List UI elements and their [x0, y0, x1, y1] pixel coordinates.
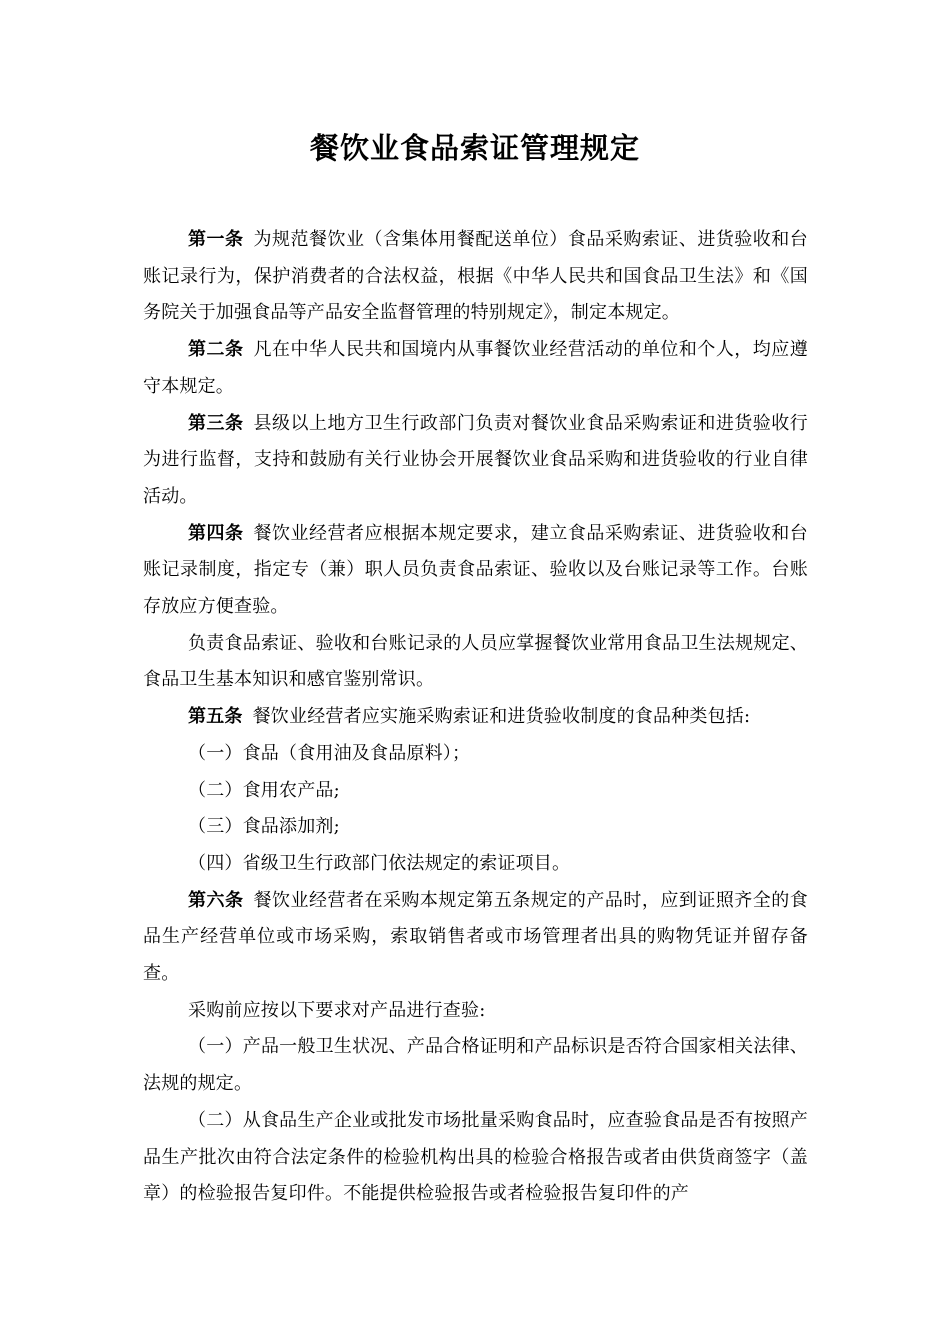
list-item [143, 773, 808, 810]
article-4 [143, 516, 808, 626]
article-6 [143, 883, 808, 993]
article-heading: 第六条 [188, 889, 244, 911]
article-heading: 第二条 [188, 339, 244, 361]
article-3 [143, 406, 808, 516]
list-item [143, 809, 808, 846]
article-2 [143, 332, 808, 405]
article-text: 餐饮业经营者应根据本规定要求，建立食品采购索证、进货验收和台账记录制度，指定专（兼）职人员负责食品索证、验收以及台账记录等工作。台账存放应方便查验。 [143, 522, 808, 618]
document-title: 餐饮业食品索证管理规定 [309, 131, 640, 165]
article-6-continued [143, 993, 808, 1030]
list-item-text: （一）食品（食用油及食品原料）； [188, 742, 471, 764]
article-5 [143, 699, 808, 736]
list-item [143, 1103, 808, 1213]
list-item-text: （三）食品添加剂; [188, 816, 340, 838]
article-heading: 第五条 [188, 706, 243, 728]
list-item-text: （二）食用农产品; [188, 779, 340, 801]
article-heading: 第四条 [188, 522, 244, 544]
article-heading: 第三条 [188, 412, 244, 434]
article-text: 餐饮业经营者应实施采购索证和进货验收制度的食品种类包括: [252, 706, 751, 728]
list-item-text: （一）产品一般卫生状况、产品合格证明和产品标识是否符合国家相关法律、法规的规定。 [143, 1036, 808, 1095]
article-4-continued [143, 626, 808, 699]
article-1 [143, 222, 808, 332]
list-item [143, 846, 808, 883]
article-text: 县级以上地方卫生行政部门负责对餐饮业食品采购索证和进货验收行为进行监督，支持和鼓励有关行业协会开展餐饮业食品采购和进货验收的行业自律活动。 [143, 412, 808, 507]
list-item [143, 1029, 808, 1102]
document-body [143, 222, 808, 1213]
list-item [143, 736, 808, 773]
list-item-text: （四）省级卫生行政部门依法规定的索证项目。 [188, 852, 571, 874]
article-text: 为规范餐饮业（含集体用餐配送单位）食品采购索证、进货验收和台账记录行为，保护消费者的合法权益，根据《中华人民共和国食品卫生法》和《国务院关于加强食品等产品安全监督管理的特别规定》，制定本规定。 [143, 229, 808, 324]
article-heading: 第一条 [188, 229, 244, 250]
list-item-text: （二）从食品生产企业或批发市场批量采购食品时，应查验食品是否有按照产品生产批次由符合法定条件的检验机构出具的检验合格报告或者由供货商签字（盖章）的检验报告复印件。不能提供检验报告或者检验报告复印件的产 [143, 1109, 808, 1205]
paragraph-text: 采购前应按以下要求对产品进行查验: [188, 999, 486, 1021]
article-text: 餐饮业经营者在采购本规定第五条规定的产品时，应到证照齐全的食品生产经营单位或市场采购，索取销售者或市场管理者出具的购物凭证并留存备查。 [143, 889, 808, 985]
article-text: 凡在中华人民共和国境内从事餐饮业经营活动的单位和个人，均应遵守本规定。 [143, 339, 808, 397]
paragraph-text: 负责食品索证、验收和台账记录的人员应掌握餐饮业常用食品卫生法规规定、食品卫生基本知识和感官鉴别常识。 [143, 632, 808, 691]
